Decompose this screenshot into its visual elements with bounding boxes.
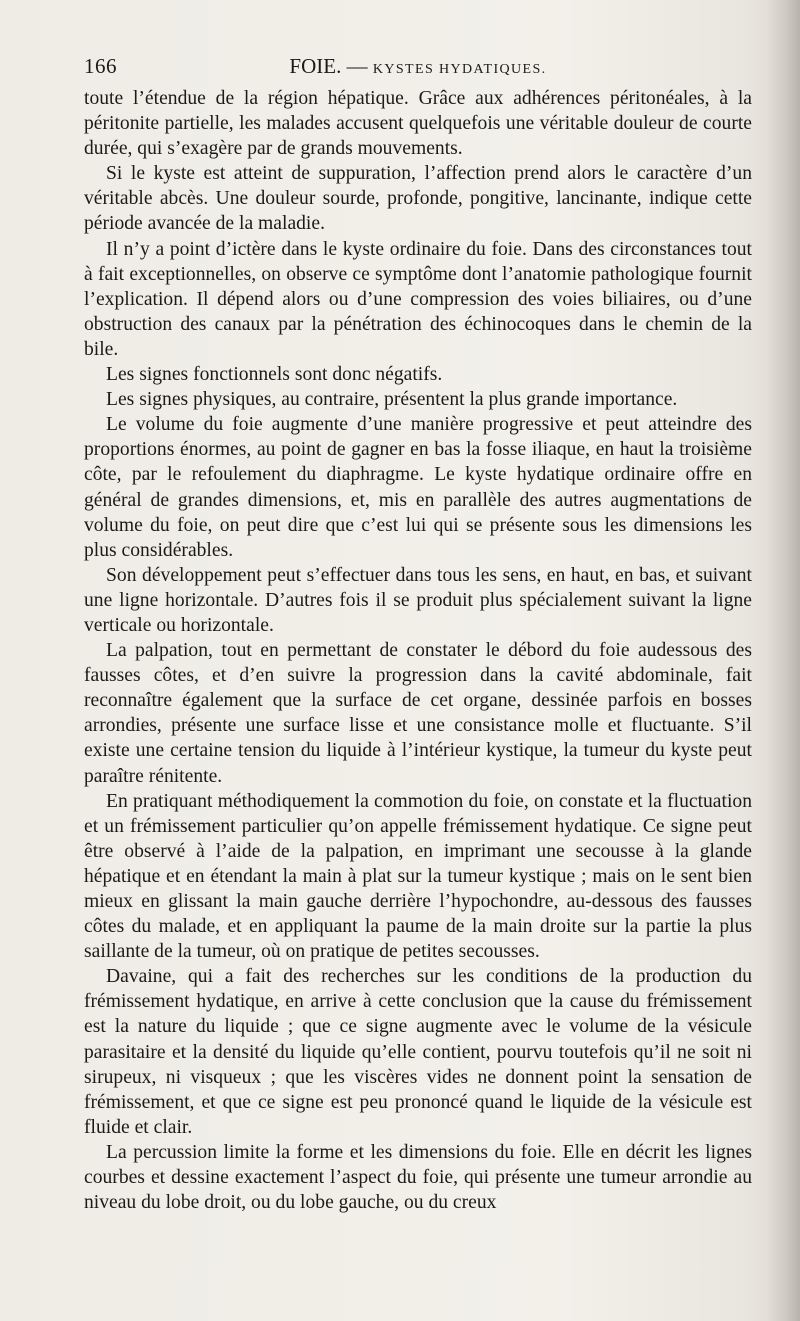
page-edge-shadow [766,0,800,1321]
body-text [84,86,752,1215]
paragraph-volume: Le volume du foie augmente d’une manière progressive et peut atteindre des proportions énormes, au point de gagner en bas la fosse iliaque, en haut la troisième côte, par le refoulement du diaphragme. Le kyste hydatique ordinaire offre en général de grandes dimensions, et, mis en parallèle des autres augmentations de volume du foie, on peut dire que c’est lui qui se présente sous les dimensions les plus considérables. [84,414,752,561]
paragraph-commotion: En pratiquant méthodiquement la commotion du foie, on constate et la fluctuation et un frémissement particulier qu’on appelle frémissement hydatique. Ce signe peut être observé à l’aide de la palpation, en imprimant une secousse à la glande hépatique et en étendant la main à plat sur la tumeur kystique ; mais on le sent bien mieux en glissant la main gauche derrière l’hypochondre, au-dessous des fausses côtes du malade, et en appliquant la paume de la main droite sur la partie la plus saillante de la tumeur, où on pratique de petites secousses. [84,790,752,963]
running-header [84,54,752,84]
paragraph-ictere: Il n’y a point d’ictère dans le kyste ordinaire du foie. Dans des circonstances tout à fait exceptionnelles, on observe ce symptôme dont l’anatomie pathologique fournit l’explication. Il dépend alors ou d’une compression des voies biliaires, ou d’une obstruction des canaux par la pénétration des échinocoques dans le chemin de la bile. [84,238,752,360]
running-title [84,54,752,79]
running-title-separator: — [346,54,368,78]
paragraph-signes-fonctionnels: Les signes fonctionnels sont donc négatifs. [106,364,443,386]
paragraph-percussion: La percussion limite la forme et les dimensions du foie. Elle en décrit les lignes courbes et dessine exactement l’aspect du foie, qui présente une tumeur arrondie au niveau du lobe droit, ou du lobe gauche, ou du creux [84,1141,752,1214]
paragraph-continuation: toute l’étendue de la région hépatique. Grâce aux adhérences péritonéales, à la péritonite partielle, les malades accusent quelquefois une véritable douleur de courte durée, qui s’exagère par de grands mouvements. [84,88,752,160]
page-number: 166 [84,54,117,78]
paragraph-developpement: Son développement peut s’effectuer dans tous les sens, en haut, en bas, et suivant une ligne horizontale. D’autres fois il se produit plus spécialement suivant la ligne verticale ou horizontale. [84,564,752,636]
running-title-main: FOIE. [289,54,342,78]
paragraph-davaine: Davaine, qui a fait des recherches sur les conditions de la production du frémissement hydatique, en arrive à cette conclusion que la cause du frémissement est la nature du liquide ; que ce signe augmente avec le volume de la vésicule parasitaire et la densité du liquide qu’elle contient, pourvu toutefois qu’il ne soit ni sirupeux, ni visqueux ; que les viscères vides ne donnent point la sensation de frémissement, et que ce signe est peu prononcé quand le liquide de la vésicule est fluide et clair. [84,966,752,1138]
paragraph-signes-physiques: Les signes physiques, au contraire, présentent la plus grande importance. [106,389,678,411]
paragraph-suppuration: Si le kyste est atteint de suppuration, l’affection prend alors le caractère d’un véritable abcès. Une douleur sourde, profonde, pongitive, lancinante, indique cette période avancée de la maladie. [84,163,752,235]
paragraph-palpation: La palpation, tout en permettant de constater le débord du foie audessous des fausses côtes, et d’en suivre la progression dans la cavité abdominale, fait reconnaître également que la surface de cet organe, dessinée parfois en bosses arrondies, présente une surface lisse et une consistance molle et fluctuante. S’il existe une certaine tension du liquide à l’intérieur kystique, la tumeur du kyste peut paraître rénitente. [84,640,752,787]
running-title-sub: KYSTES HYDATIQUES. [372,62,547,77]
